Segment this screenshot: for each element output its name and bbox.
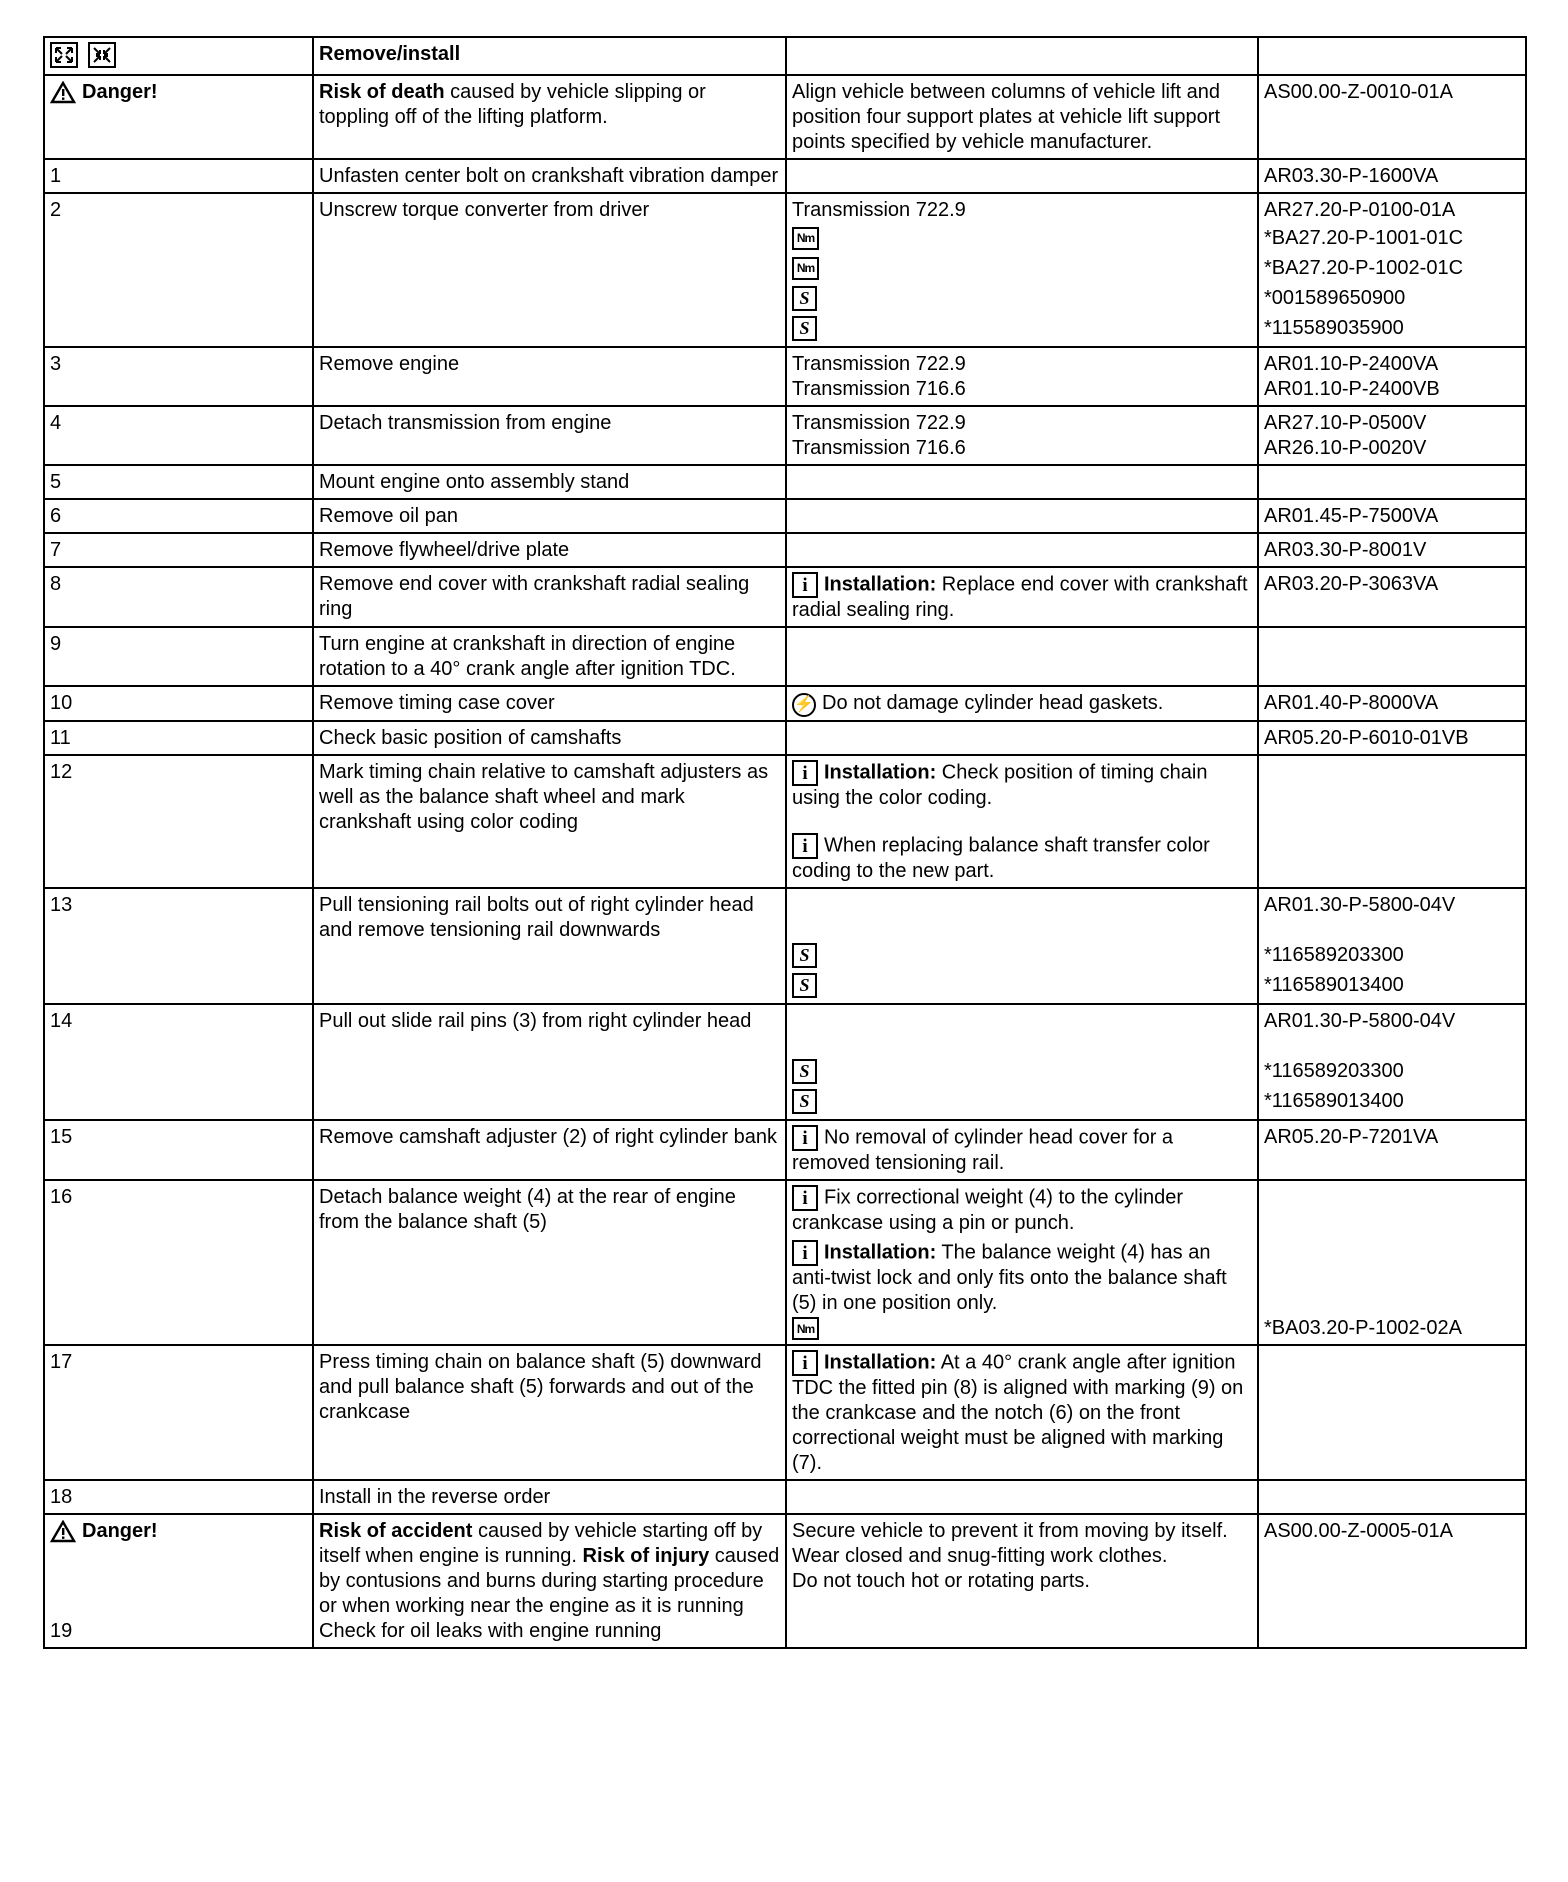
step-number: 10 [44, 686, 313, 721]
installation-label: Installation: [824, 1351, 937, 1374]
info-icon: i [792, 1185, 818, 1211]
reference-link[interactable]: AR26.10-P-0020V [1264, 437, 1427, 459]
spark-plug-warning-icon: ⚡ [792, 693, 816, 717]
step-description: Remove flywheel/drive plate [313, 533, 786, 567]
step-number: 6 [44, 499, 313, 533]
reference-link[interactable]: *116589013400 [1264, 1089, 1404, 1112]
danger-label: Danger! [50, 1519, 307, 1544]
reference-link[interactable]: *116589203300 [1264, 1059, 1404, 1082]
step-note: No removal of cylinder head cover for a removed tensioning rail. [792, 1126, 1174, 1174]
step-note: The balance weight (4) has an anti-twist lock and only fits onto the balance shaft (5) in one position only. [792, 1241, 1227, 1314]
reference-link[interactable]: AR01.10-P-2400VA [1264, 353, 1439, 375]
table-row [44, 1180, 1526, 1345]
installation-label: Installation: [824, 1241, 937, 1264]
warning-triangle-icon [50, 81, 76, 104]
danger-note: Align vehicle between columns of vehicle lift and position four support plates at vehicle lift support points specified by vehicle manufacturer. [786, 75, 1258, 159]
step-description: Check basic position of camshafts [313, 721, 786, 755]
table-row [44, 533, 1526, 567]
step-number: 9 [44, 627, 313, 686]
reference-link[interactable]: AR27.20-P-0100-01A [1264, 199, 1456, 221]
step-number: 18 [44, 1480, 313, 1514]
step-number: 7 [44, 533, 313, 567]
table-row [44, 406, 1526, 465]
reference-link[interactable]: *BA27.20-P-1001-01C [1264, 226, 1464, 249]
step-number: 1 [44, 159, 313, 193]
info-icon: i [792, 1125, 818, 1151]
step-number: 17 [44, 1345, 313, 1480]
reference-link[interactable]: AR27.10-P-0500V [1264, 412, 1427, 434]
header-title: Remove/install [313, 37, 786, 75]
info-icon: i [792, 1350, 818, 1376]
danger-text: caused by vehicle slipping or toppling off of the lifting platform. [319, 81, 706, 128]
step-number: 8 [44, 567, 313, 627]
step-number: 16 [44, 1180, 313, 1345]
reference-link[interactable]: *BA03.20-P-1002-02A [1258, 1180, 1526, 1345]
torque-icon[interactable]: Nm [792, 257, 819, 280]
special-tool-icon[interactable]: S [792, 1059, 817, 1084]
special-tool-icon[interactable]: S [792, 973, 817, 998]
step-number: 11 [44, 721, 313, 755]
table-row [44, 627, 1526, 686]
step-note: When replacing balance shaft transfer color coding to the new part. [792, 834, 1210, 882]
step-note: Transmission 722.9 [792, 199, 966, 221]
table-row [44, 1004, 1526, 1120]
danger-note: Secure vehicle to prevent it from moving by itself. Wear closed and snug-fitting work clothes. Do not touch hot or rotating parts. [786, 1514, 1258, 1648]
step-number: 4 [44, 406, 313, 465]
special-tool-icon[interactable]: S [792, 316, 817, 341]
reference-link[interactable]: *115589035900 [1264, 316, 1404, 339]
reference-link[interactable]: *BA27.20-P-1002-01C [1264, 256, 1464, 279]
installation-label: Installation: [824, 761, 937, 784]
step-note: Transmission 716.6 [792, 378, 966, 400]
table-row [44, 193, 1526, 347]
step-description: Press timing chain on balance shaft (5) downward and pull balance shaft (5) forwards and out of the crankcase [313, 1345, 786, 1480]
step-number: 15 [44, 1120, 313, 1180]
step-note: Transmission 716.6 [792, 437, 966, 459]
step-description: Install in the reverse order [313, 1480, 786, 1514]
reference-link[interactable]: AR03.30-P-1600VA [1258, 159, 1526, 193]
danger-row [44, 75, 1526, 159]
warning-triangle-icon [50, 1520, 76, 1543]
table-row [44, 499, 1526, 533]
step-description: Mark timing chain relative to camshaft adjusters as well as the balance shaft wheel and mark crankshaft using color coding [313, 755, 786, 888]
expand-icon [50, 42, 78, 68]
reference-link[interactable]: AR01.30-P-5800-04V [1264, 1010, 1456, 1032]
step-description: Remove end cover with crankshaft radial sealing ring [313, 567, 786, 627]
danger-title: Risk of accident [319, 1520, 473, 1542]
step-description: Remove oil pan [313, 499, 786, 533]
table-row [44, 1480, 1526, 1514]
step-note: At a 40° crank angle after ignition TDC the fitted pin (8) is aligned with marking (9) on the crankcase and the notch (6) on the front correctional weight must be aligned with marking (7). [792, 1351, 1244, 1474]
installation-label: Installation: [824, 573, 937, 596]
step-description: Turn engine at crankshaft in direction of engine rotation to a 40° crank angle after ignition TDC. [313, 627, 786, 686]
danger-title: Risk of injury [582, 1545, 710, 1567]
step-number: 19 [50, 1620, 73, 1642]
danger-text: caused by vehicle starting off by itself when engine is running. [319, 1520, 763, 1567]
step-description: Mount engine onto assembly stand [313, 465, 786, 499]
step-note: Fix correctional weight (4) to the cylinder crankcase using a pin or punch. [792, 1186, 1184, 1234]
reference-link[interactable]: AR05.20-P-6010-01VB [1258, 721, 1526, 755]
step-note: Transmission 722.9 [792, 353, 966, 375]
step-number: 14 [44, 1004, 313, 1120]
reference-link[interactable]: AR03.30-P-8001V [1258, 533, 1526, 567]
reference-link[interactable]: AR01.30-P-5800-04V [1264, 894, 1456, 916]
info-icon: i [792, 760, 818, 786]
table-row [44, 888, 1526, 1004]
reference-link[interactable]: *116589013400 [1264, 973, 1404, 996]
step-number: 2 [44, 193, 313, 347]
step-number: 5 [44, 465, 313, 499]
table-row [44, 159, 1526, 193]
reference-link[interactable]: *001589650900 [1264, 286, 1406, 309]
step-description: Pull out slide rail pins (3) from right cylinder head [313, 1004, 786, 1120]
reference-link[interactable]: *116589203300 [1264, 943, 1404, 966]
table-header-row [44, 37, 1526, 75]
special-tool-icon[interactable]: S [792, 1089, 817, 1114]
danger-text: caused by contusions and burns during starting procedure or when working near the engine as it is running [319, 1545, 780, 1617]
step-number: 12 [44, 755, 313, 888]
reference-link[interactable]: AR01.45-P-7500VA [1258, 499, 1526, 533]
torque-icon[interactable]: Nm [792, 227, 819, 250]
table-row [44, 721, 1526, 755]
step-description: Remove camshaft adjuster (2) of right cylinder bank [313, 1120, 786, 1180]
step-number: 3 [44, 347, 313, 406]
step-note: Do not damage cylinder head gaskets. [822, 692, 1164, 714]
reference-link[interactable]: AR01.40-P-8000VA [1258, 686, 1526, 721]
special-tool-icon[interactable]: S [792, 943, 817, 968]
table-row [44, 1120, 1526, 1180]
step-description: Remove engine [313, 347, 786, 406]
procedure-table [43, 36, 1527, 1649]
step-description: Detach transmission from engine [313, 406, 786, 465]
info-icon: i [792, 1240, 818, 1266]
table-row [44, 465, 1526, 499]
table-row [44, 1345, 1526, 1480]
header-empty-cell [786, 37, 1258, 75]
header-empty-cell [1258, 37, 1526, 75]
step-description: Unfasten center bolt on crankshaft vibration damper [313, 159, 786, 193]
reference-link[interactable]: AR01.10-P-2400VB [1264, 378, 1440, 400]
reference-link[interactable]: AS00.00-Z-0010-01A [1258, 75, 1526, 159]
info-icon: i [792, 833, 818, 859]
header-symbols-cell [44, 37, 313, 75]
step-number: 13 [44, 888, 313, 1004]
step-note: Replace end cover with crankshaft radial sealing ring. [792, 573, 1248, 621]
step-note: Transmission 722.9 [792, 412, 966, 434]
reference-link[interactable]: AS00.00-Z-0005-01A [1258, 1514, 1526, 1648]
table-row [44, 755, 1526, 888]
collapse-icon [88, 42, 116, 68]
danger-label: Danger! [50, 80, 307, 105]
danger-title: Risk of death [319, 81, 445, 103]
step-description: Detach balance weight (4) at the rear of engine from the balance shaft (5) [313, 1180, 786, 1345]
special-tool-icon[interactable]: S [792, 286, 817, 311]
step-description: Pull tensioning rail bolts out of right cylinder head and remove tensioning rail downwards [313, 888, 786, 1004]
info-icon: i [792, 572, 818, 598]
danger-row [44, 1514, 1526, 1648]
table-row [44, 686, 1526, 721]
step-note: Check position of timing chain using the color coding. [792, 761, 1208, 809]
reference-link[interactable]: AR03.20-P-3063VA [1258, 567, 1526, 627]
torque-icon[interactable]: Nm [792, 1317, 819, 1340]
step-description: Check for oil leaks with engine running [319, 1620, 662, 1642]
table-row [44, 567, 1526, 627]
step-description: Unscrew torque converter from driver [313, 193, 786, 347]
step-description: Remove timing case cover [313, 686, 786, 721]
table-row [44, 347, 1526, 406]
reference-link[interactable]: AR05.20-P-7201VA [1258, 1120, 1526, 1180]
